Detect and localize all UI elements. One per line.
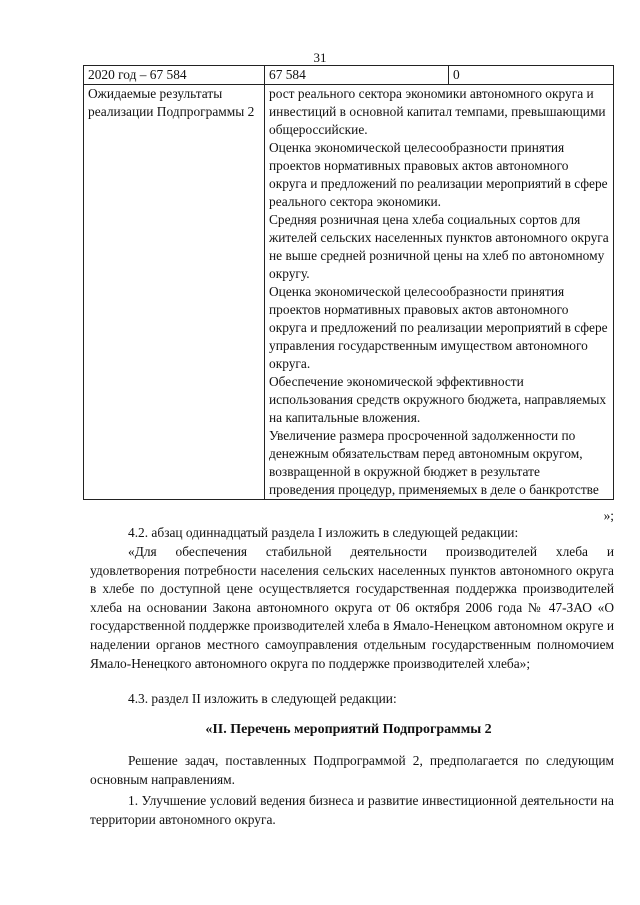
result-item: рост реального сектора экономики автономного округа и инвестиций в основной капитал темпами, превышающими общероссийские. [269, 86, 606, 137]
section-heading: «II. Перечень мероприятий Подпрограммы 2 [205, 722, 492, 737]
paragraph-4-3: 4.3. раздел II изложить в следующей редакции: [128, 691, 397, 706]
paragraph-4-2: 4.2. абзац одиннадцатый раздела I изложить в следующей редакции: [128, 525, 519, 540]
quote-paragraph: «Для обеспечения стабильной деятельности производителей хлеба и удовлетворения потребности населения сельских населенных пунктов автономного округа в хлебе по доступной цене осуществляется государственная поддержка производителей хлеба на основании Закона автономного округа от 06 октября 2006 года № 47-ЗАО «О государственной поддержке производителей хлеба в Ямало-Ненецком автономном округе и наделении органов местного самоуправления отдельным государственным полномочием Ямало-Ненецкого автономного округа по поддержке производителей хлеба»; [90, 544, 614, 671]
subprogram-table [83, 65, 614, 500]
closing-quote: »; [603, 508, 614, 523]
table-row [84, 85, 614, 500]
paragraph-item-1: 1. Улучшение условий ведения бизнеса и развитие инвестиционной деятельности на территории автономного округа. [90, 793, 614, 827]
table-cell-expected-results-label: Ожидаемые результаты реализации Подпрограммы 2 [84, 85, 265, 500]
result-item: Средняя розничная цена хлеба социальных сортов для жителей сельских населенных пунктов автономного округа не выше средней розничной цены на хлеб по автономному округу. [269, 212, 609, 281]
table-cell-year-total: 2020 год – 67 584 [84, 66, 265, 85]
page-number: 31 [313, 50, 327, 65]
result-item: Обеспечение экономической эффективности использования средств окружного бюджета, направляемых на капитальные вложения. [269, 374, 607, 425]
result-item: Оценка экономической целесообразности принятия проектов нормативных правовых актов автономного округа и предложений по реализации мероприятий в сфере реального сектора экономики. [269, 140, 608, 209]
table-cell-amount: 67 584 [265, 66, 449, 85]
table-row [84, 66, 614, 85]
table-cell-zero: 0 [449, 66, 614, 85]
paragraph-tasks: Решение задач, поставленных Подпрограммой 2, предполагается по следующим основным направлениям. [90, 753, 614, 787]
table-cell-expected-results [265, 85, 614, 500]
result-item: Оценка экономической целесообразности принятия проектов нормативных правовых актов автономного округа и предложений по реализации мероприятий в сфере управления государственным имуществом автономного округа. [269, 284, 608, 371]
result-item: Увеличение размера просроченной задолженности по денежным обязательствам перед автономным округом, возвращенной в окружной бюджет в результате проведения процедур, применяемых в деле о банкротстве [269, 428, 599, 497]
